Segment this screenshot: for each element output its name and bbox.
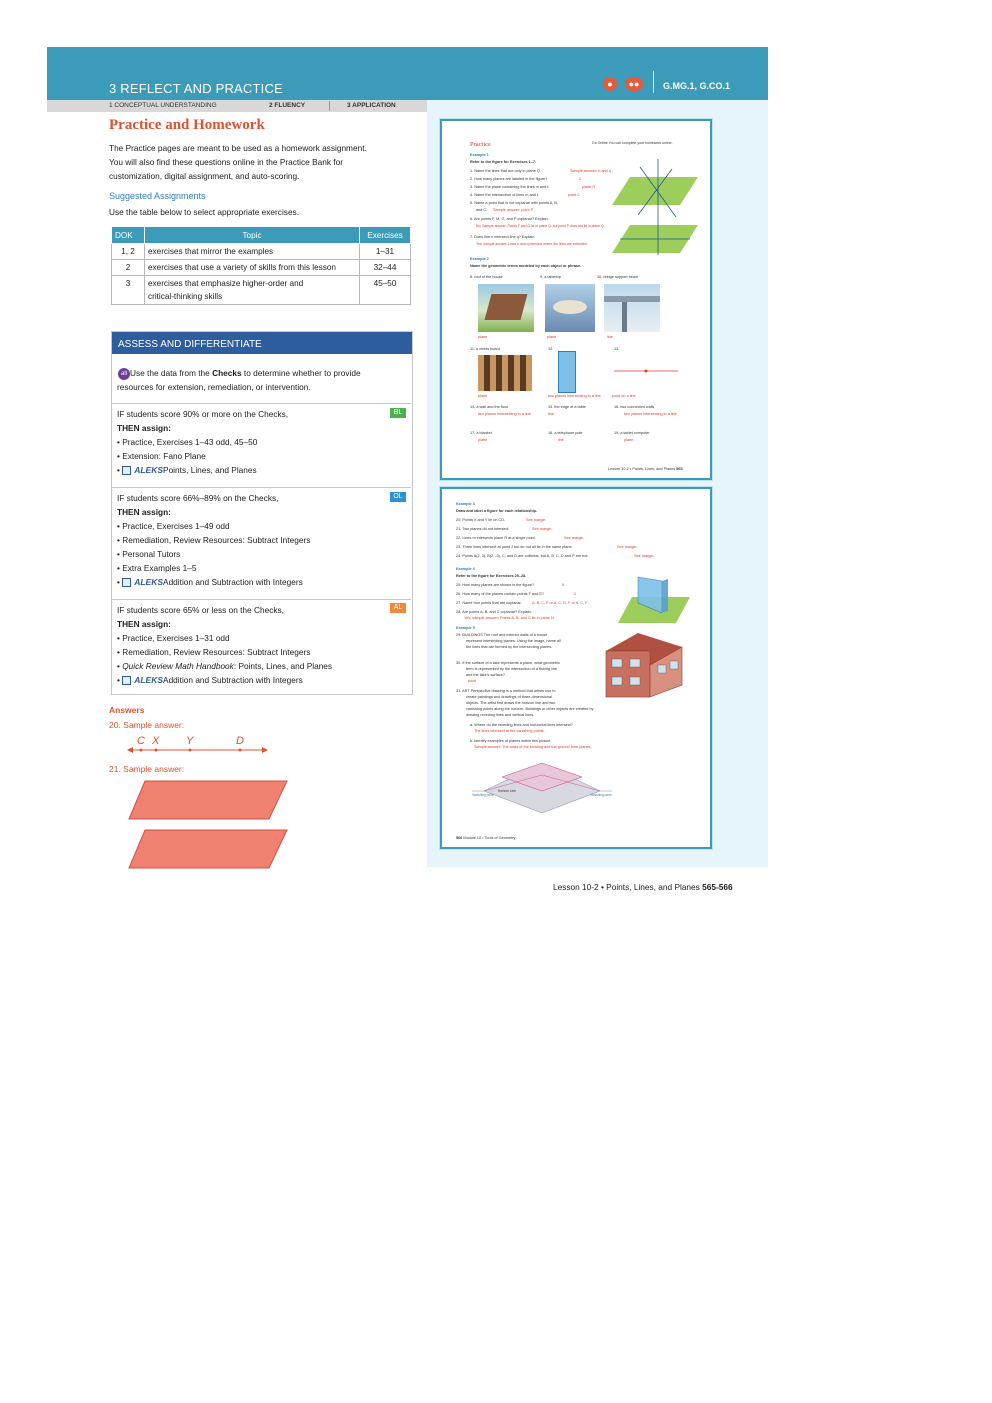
item-label: 9. a tabletop: [540, 275, 561, 279]
assign-item: • Personal Tutors: [117, 549, 181, 559]
item-label: 17. a blanket: [470, 431, 492, 435]
bridge-deck: [604, 296, 660, 302]
prism-image: [558, 351, 576, 393]
exercise-line: represent intersecting planes. Using the image, name all: [466, 639, 561, 643]
header-divider: [653, 71, 654, 93]
exercise-line: drawing receding lines and vertical lines.: [466, 713, 535, 717]
aleks-logo: ALEKS: [134, 577, 164, 587]
item-answer: line: [607, 335, 613, 339]
arrow-right: [262, 747, 268, 753]
prism-side: [662, 579, 668, 613]
exercise-line: 31. ART Perspective drawing is a method that artists use to: [456, 689, 556, 693]
go-online: Go Online You can complete your homework online.: [592, 141, 673, 145]
footer-text: Lesson 10-2 • Points, Lines, and Planes: [608, 467, 676, 471]
quick-review-title: Quick Review Math Handbook: [122, 661, 234, 671]
item-answer: plane: [478, 438, 488, 442]
window: [612, 677, 622, 685]
person-icon: ●: [603, 77, 617, 91]
tabletop-image: [545, 284, 595, 332]
tab-fluency[interactable]: 2 FLUENCY: [269, 102, 306, 109]
assign-item: • Remediation, Review Resources: Subtract Integers: [117, 647, 311, 657]
exercise-answer: A, B, C, F or A, C, D, F or A, C, F: [532, 601, 588, 605]
header-exercises: Exercises: [360, 227, 411, 244]
exercise-answer: No; Sample answer: Points F and G lie in plane Q, but point P does not lie in plane Q.: [476, 224, 605, 228]
bl-tag: BL: [390, 408, 406, 418]
cell-exercises: 45–50: [360, 276, 411, 305]
all-icon: all: [118, 368, 130, 380]
assess-intro-line2: resources for extension, remediation, or intervention.: [117, 382, 311, 392]
exercise-line: 20. Points X and Y lie on CD.: [456, 518, 506, 522]
exercise-line: 27. Name four points that are coplanar.: [456, 601, 522, 605]
example-label: Example 3: [456, 502, 475, 506]
answer-21-label: 21. Sample answer:: [109, 764, 185, 774]
exercise-answer: Yes; sample answer: Lines n and q intersect where the lines are extended.: [476, 242, 588, 246]
lesson-footer: [553, 882, 733, 892]
window: [612, 659, 622, 667]
point-dot: [239, 749, 242, 752]
refer-text: Refer to the figure for Exercises 1–7.: [470, 160, 537, 164]
item-label: 8. roof of the house: [470, 275, 503, 279]
example-label: Example 4: [456, 567, 475, 571]
exercise-line: term is represented by the intersection of a fishing line: [466, 667, 557, 671]
footer-text: Module 10 • Tools of Geometry: [463, 836, 516, 840]
footer-pages: 565-566: [702, 882, 733, 892]
item-label: 13.: [614, 347, 620, 351]
exercise-line: b. Identify examples of planes within this picture.: [470, 739, 552, 743]
exercise-line: a. Where do the receding lines and horizontal lines intersect?: [470, 723, 573, 727]
planes-figure: [610, 157, 698, 257]
aleks-logo: ALEKS: [134, 675, 164, 685]
answer-20-figure: [125, 733, 270, 755]
then-line: THEN assign:: [117, 507, 171, 517]
exercise-answer: See margin.: [564, 536, 585, 540]
exercise-answer: Sample answer: n and q: [570, 169, 611, 173]
window: [630, 677, 640, 685]
plane-r: [612, 177, 698, 205]
aleks-topic: Addition and Subtraction with Integers: [163, 675, 303, 685]
prism-planes-figure: [618, 573, 690, 627]
exercise-answer: See margin.: [532, 527, 553, 531]
al-block: [117, 603, 332, 687]
point: [645, 370, 648, 373]
item-answer: line: [548, 412, 554, 416]
student-page-566: [440, 487, 712, 849]
vanishing-label: Vanishing point: [472, 793, 494, 797]
item-answer: plane: [478, 335, 488, 339]
exercise-answer: Sample answer: The walls of the building and the ground form planes.: [474, 745, 592, 749]
exercise-answer: point: [468, 679, 477, 683]
cell-topic: exercises that use a variety of skills from this lesson: [145, 260, 360, 276]
point-label: C: [137, 735, 145, 747]
bl-block: [117, 407, 288, 477]
table-row: [112, 260, 411, 276]
exercise-line: 2. How many planes are labeled in the figure?: [470, 177, 548, 181]
page-heading: Practice and Homework: [109, 117, 265, 133]
intro-pre: Use the data from the: [130, 368, 213, 378]
standards-label: G.MG.1, G.CO.1: [663, 81, 731, 91]
header-dok: DOK: [112, 227, 145, 244]
example-label: Example 5: [456, 626, 475, 630]
intro-post: to determine whether to provide: [241, 368, 361, 378]
then-line: THEN assign:: [117, 423, 171, 433]
header-bar: [47, 47, 768, 100]
bridge-image: [604, 284, 660, 332]
item-label: 15. the edge of a table: [548, 405, 586, 409]
exercise-answer: point C: [568, 193, 581, 197]
aleks-logo: ALEKS: [134, 465, 164, 475]
dok-table: [111, 226, 411, 305]
exercise-answer: The lines intersect at the vanishing points.: [474, 729, 545, 733]
plane-shape: [129, 830, 287, 868]
intro-line: customization, digital assignment, and auto-scoring.: [109, 171, 300, 181]
page-footer: [456, 836, 515, 840]
plane-shape: [129, 781, 287, 819]
item-label: 18. a telephone pole: [548, 431, 583, 435]
refer-text: Refer to the figure for Exercises 25–28.: [456, 574, 527, 578]
if-line: IF students score 90% or more on the Checks,: [117, 409, 289, 419]
page-footer: [608, 467, 683, 471]
item-label: 11. a chess board: [470, 347, 500, 351]
assign-item: • Extra Examples 1–5: [117, 563, 197, 573]
point-label: D: [236, 735, 244, 747]
exercise-line: objects. The artist first draws the horizon line and two: [466, 701, 556, 705]
group-icon: ●●: [625, 77, 643, 91]
beam: [622, 302, 627, 332]
arrow-left: [127, 747, 133, 753]
exercise-line: create paintings and drawings of three-dimensional: [466, 695, 552, 699]
footer-lesson: Lesson 10-2 • Points, Lines, and Planes: [553, 882, 700, 892]
cell-topic: [145, 276, 360, 305]
aleks-topic: Addition and Subtraction with Integers: [163, 577, 303, 587]
item-label: 19. a tablet computer: [614, 431, 650, 435]
window: [658, 665, 666, 673]
cell-dok: 3: [112, 276, 145, 305]
assign-item: • Practice, Exercises 1–31 odd: [117, 633, 230, 643]
exercise-answer: See margin.: [526, 518, 547, 522]
footer-number: 566: [456, 836, 463, 840]
tab-conceptual[interactable]: 1 CONCEPTUAL UNDERSTANDING: [109, 102, 217, 109]
aleks-item: • ALEKSAddition and Subtraction with Integers: [117, 577, 303, 587]
assign-item: • Remediation, Review Resources: Subtract Integers: [117, 535, 311, 545]
ol-block: [117, 491, 310, 589]
item-label: 16. two connected walls: [614, 405, 655, 409]
aleks-item: • ALEKSAddition and Subtraction with Integers: [117, 675, 303, 685]
divider: [111, 487, 411, 488]
section-title: 3 REFLECT AND PRACTICE: [109, 81, 283, 96]
perspective-drawing: [472, 757, 612, 817]
assign-item: • Quick Review Math Handbook: Points, Lines, and Planes: [117, 661, 333, 671]
roof-shape: [485, 294, 528, 320]
practice-title: Practice: [470, 141, 491, 148]
house-figure: [602, 629, 686, 701]
assign-item: • Practice, Exercises 1–49 odd: [117, 521, 230, 531]
exercise-line: 21. Two planes do not intersect.: [456, 527, 510, 531]
point-on-line-figure: [612, 367, 680, 375]
exercise-answer: plane R: [582, 185, 596, 189]
cell-exercises: 32–44: [360, 260, 411, 276]
intro-bold: Checks: [212, 368, 242, 378]
answer-21-figure: [127, 779, 289, 871]
tab-divider: [329, 101, 330, 111]
exercise-line: 30. If the surface of a lake represents a plane, what geometric: [456, 661, 561, 665]
chessboard-image: [478, 355, 532, 391]
exercise-line: 3. Name the plane containing the lines m and t.: [470, 185, 550, 189]
student-page-565: [440, 119, 712, 480]
table-row: [112, 276, 411, 305]
item-label: 12.: [548, 347, 554, 351]
exercise-answer: 2: [579, 177, 582, 181]
exercise-line: 22. Lines m intersects plane R at a single point.: [456, 536, 536, 540]
vanishing-label: Vanishing point: [590, 793, 612, 797]
exercise-line: and the lake's surface?: [466, 673, 505, 677]
exercise-line: 1. Name the lines that are only in plane Q.: [470, 169, 541, 173]
exercise-line: 5. Name a point that is not coplanar with points A, B,: [470, 201, 559, 205]
cell-dok: 1, 2: [112, 244, 145, 260]
item-answer: two planes intersecting in a line: [624, 412, 677, 416]
point-dot: [155, 749, 158, 752]
aleks-icon: [122, 676, 131, 685]
window: [630, 659, 640, 667]
house-image: [478, 284, 534, 332]
suggested-text: Use the table below to select appropriate exercises.: [109, 207, 300, 217]
table-header-row: [112, 227, 411, 244]
window: [670, 661, 678, 669]
aleks-topic: Points, Lines, and Planes: [163, 465, 257, 475]
exercise-line: 25. How many planes are shown in the figure?: [456, 583, 535, 587]
divider: [111, 599, 411, 600]
cell-topic-line: critical-thinking skills: [148, 292, 223, 301]
header-topic: Topic: [145, 227, 360, 244]
exercise-line: vanishing points along the horizon. Buildings or other objects are created by: [466, 707, 594, 711]
intro-line: You will also find these questions online in the Practice Bank for: [109, 157, 343, 167]
exercise-line: 29. BUILDINGS The roof and exterior walls of a house: [456, 633, 548, 637]
exercise-line: 26. How many of the planes contain points F and E?: [456, 592, 545, 596]
dok-tabs: [47, 100, 427, 112]
aleks-icon: [122, 578, 131, 587]
quick-review-topic: : Points, Lines, and Planes: [233, 661, 333, 671]
if-line: IF students score 66%–89% on the Checks,: [117, 493, 279, 503]
cell-dok: 2: [112, 260, 145, 276]
example-label: Example 1: [470, 153, 489, 157]
front-wall: [606, 651, 650, 697]
exercise-line: 7. Does line n intersect line q? Explain.: [470, 235, 536, 239]
item-label: 14. a wall and the floor: [470, 405, 509, 409]
assess-intro: [118, 366, 361, 380]
item-answer: point on a line: [612, 394, 636, 398]
intro-text: [109, 141, 367, 183]
horizon-label: Horizon Line: [498, 789, 516, 793]
ol-tag: OL: [390, 492, 406, 502]
cell-topic: exercises that mirror the examples: [145, 244, 360, 260]
point-dot: [140, 749, 143, 752]
exercise-line: and C.: [476, 208, 488, 212]
assign-item: • Extension: Fano Plane: [117, 451, 206, 461]
item-label: 10. bridge support beam: [597, 275, 639, 279]
cell-exercises: 1–31: [360, 244, 411, 260]
item-answer: line: [558, 438, 564, 442]
aleks-item: • ALEKSPoints, Lines, and Planes: [117, 465, 257, 475]
exercise-answer: Sample answer: point P: [493, 208, 534, 212]
aleks-icon: [122, 466, 131, 475]
exercise-answer: 2: [574, 592, 577, 596]
exercise-line: 28. Are points A, B, and C coplanar? Explain.: [456, 610, 532, 614]
exercise-answer: See margin.: [634, 554, 655, 558]
exercise-line: 24. Points A(2, 3), B(2, -3), C, and D are collinear, but A, B, C, D and P are not.: [456, 554, 589, 558]
suggested-title: Suggested Assignments: [109, 191, 206, 201]
then-line: THEN assign:: [117, 619, 171, 629]
table-shape: [553, 300, 587, 314]
item-answer: plane: [624, 438, 634, 442]
item-answer: two planes intersecting in a line: [548, 394, 601, 398]
if-line: IF students score 65% or less on the Checks,: [117, 605, 284, 615]
exercise-answer: 5: [562, 583, 565, 587]
exercise-line: 23. Three lines intersect at point J but do not all lie in the same plane.: [456, 545, 573, 549]
point-label: Y: [186, 735, 194, 747]
footer-number: 565: [676, 467, 683, 471]
exercise-answer: See margin.: [617, 545, 638, 549]
item-answer: plane: [547, 335, 557, 339]
al-tag: AL: [390, 603, 406, 613]
exercise-answer: Yes; sample answer: Points A, B, and C lie in plane N.: [464, 616, 555, 620]
assign-item: • Practice, Exercises 1–43 odd, 45–50: [117, 437, 258, 447]
point-label: X: [152, 735, 160, 747]
example-label: Example 2: [470, 257, 489, 261]
tab-application[interactable]: 3 APPLICATION: [347, 102, 396, 109]
exercise-line: 6. Are points F, M, G, and P coplanar? Explain.: [470, 217, 549, 221]
cell-topic-line: exercises that emphasize higher-order and: [148, 279, 304, 288]
intro-line: The Practice pages are meant to be used as a homework assignment.: [109, 143, 367, 153]
answer-20-label: 20. Sample answer:: [109, 720, 185, 730]
table-row: [112, 244, 411, 260]
item-answer: two planes intersecting in a line: [478, 412, 531, 416]
point-dot: [189, 749, 192, 752]
item-answer: plane: [478, 394, 488, 398]
answers-title: Answers: [109, 705, 145, 715]
name-geo-text: Name the geometric terms modeled by each object or phrase.: [470, 264, 582, 268]
instruction-text: Draw and label a figure for each relationship.: [456, 509, 538, 513]
exercise-line: the lines that are formed by the intersecting planes.: [466, 645, 553, 649]
assess-title: ASSESS AND DIFFERENTIATE: [112, 332, 412, 354]
divider: [111, 403, 411, 404]
exercise-line: 4. Name the intersection of lines m and t.: [470, 193, 540, 197]
